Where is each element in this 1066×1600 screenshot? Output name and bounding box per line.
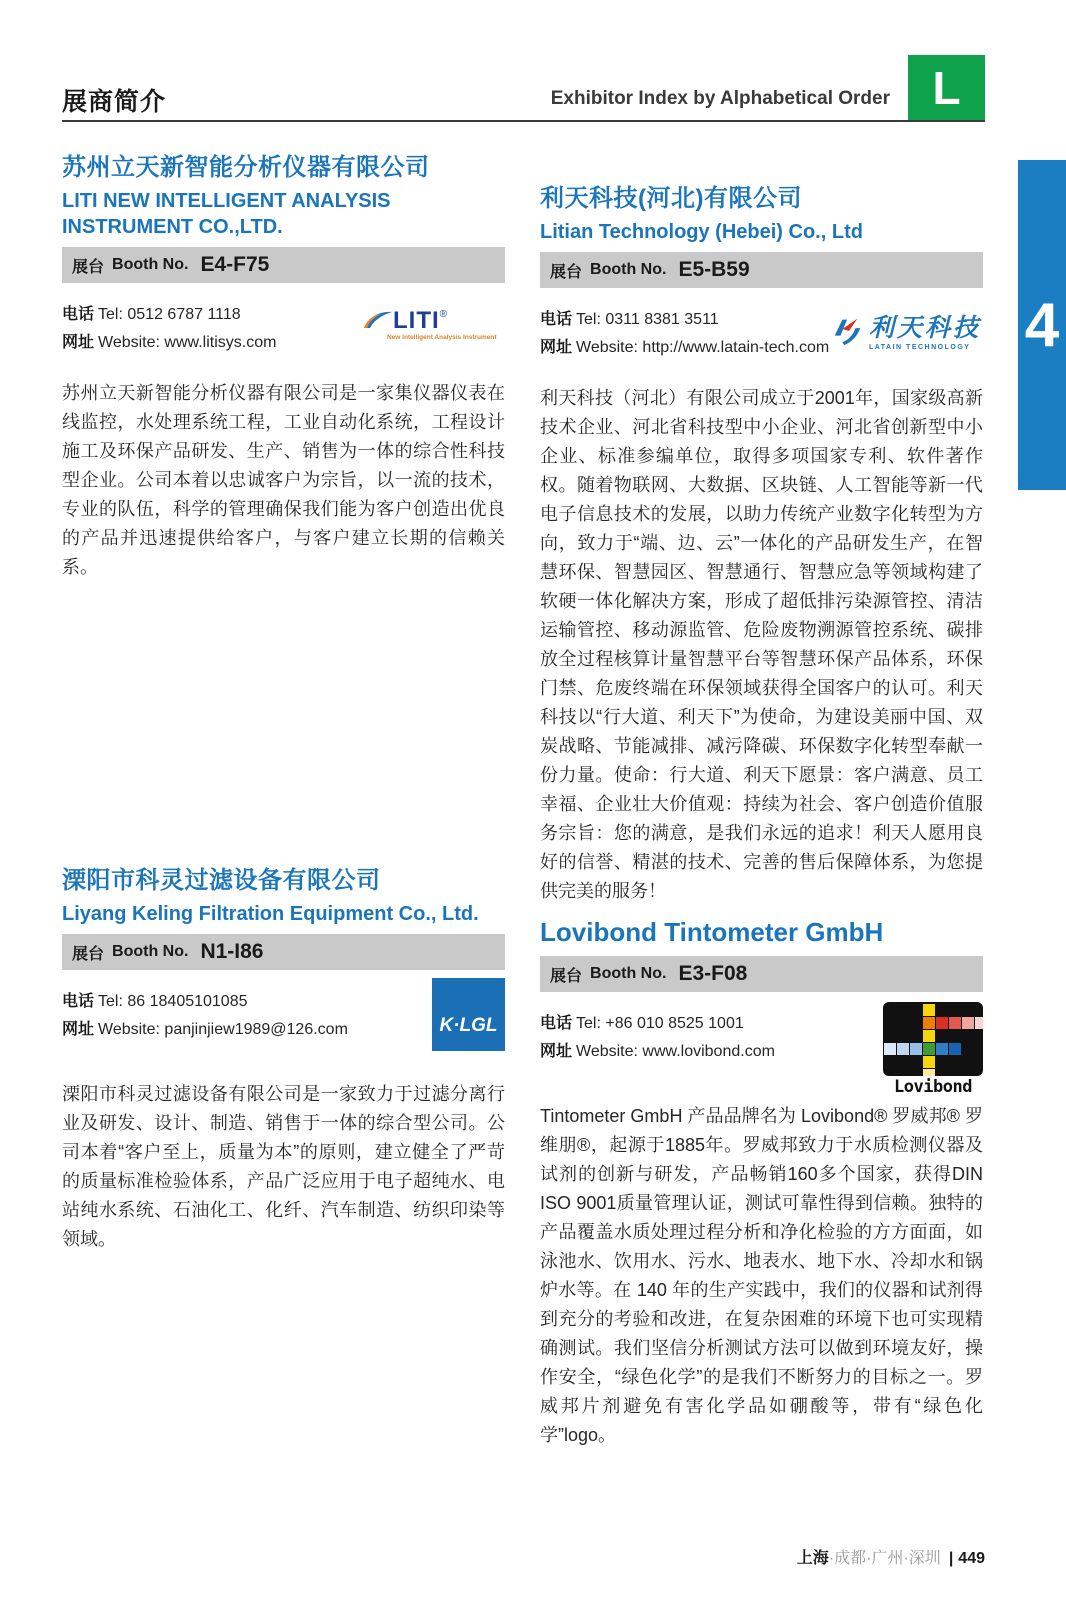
liti-swoosh-icon	[363, 309, 393, 331]
booth-number: E3-F08	[678, 962, 748, 985]
klgl-logo	[432, 978, 505, 1051]
booth-number: E4-F75	[200, 253, 270, 276]
company-name-en: Litian Technology (Hebei) Co., Ltd	[540, 221, 863, 243]
company-description: Tintometer GmbH 产品品牌名为 Lovibond® 罗威邦® 罗维朋®，起源于1885年。罗威邦致力于水质检测仪器及试剂的创新与研发，产品畅销160多个国家，获得DIN ISO 9001质量管理认证，测试可靠性得到信赖。独特的产品覆盖水质处理过程分析和净化检验的方方面面，如泳池水、饮用水、污水、地表水、地下水、冷却水和锅炉水等。在 140 年的生产实践中，我们的仪器和试剂得到充分的考验和改进，在复杂困难的环境下也可实现精确测试。我们坚信分析测试方法可以做到环境友好，操作安全，“绿色化学”的是我们不断努力的目标之一。罗威邦片剂避免有害化学品如硼酸等，带有“绿色化学”logo。	[540, 1106, 983, 1445]
tel-label-zh: 电话	[540, 311, 573, 328]
booth-bar	[540, 252, 983, 288]
contact-block	[62, 988, 505, 1080]
company-name-en: Lovibond Tintometer GmbH	[540, 917, 884, 947]
litian-logo-mark-icon	[831, 314, 865, 346]
web-label-zh: 网址	[62, 334, 95, 351]
company-name-zh: 苏州立天新智能分析仪器有限公司	[62, 154, 430, 181]
klgl-logo-text: K·LGL	[439, 1015, 498, 1036]
page-title-zh: 展商简介	[62, 88, 167, 116]
tel-label-en: Tel:	[98, 306, 123, 323]
index-letter-badge	[908, 55, 985, 120]
tel-label-zh: 电话	[62, 306, 95, 323]
company-description: 利天科技（河北）有限公司成立于2001年，国家级高新技术企业、河北省科技型中小企业、河北省创新型中小企业、标准参编单位，取得多项国家专利、软件著作权。随着物联网、大数据、区块链、人工智能等新一代电子信息技术的发展，以助力传统产业数字化转型为方向，致力于“端、边、云”一体化的产品研发生产，在智慧环保、智慧园区、智慧通行、智慧应急等领域构建了软硬一体化解决方案，形成了超低排污染源管控、清洁运输管控、移动源监管、危险废物溯源管控系统、碳排放全过程核算计量智慧平台等智慧环保产品体系，环保门禁、危废终端在环保领域获得全国客户的认可。利天科技以“行大道、利天下”为使命，为建设美丽中国、双炭战略、节能减排、减污降碳、环保数字化转型奉献一份力量。使命：行大道、利天下愿景：客户满意、员工幸福、企业壮大价值观：持续为社会、客户创造价值服务宗旨：您的满意，是我们永远的追求！利天人愿用良好的信誉、精湛的技术、完善的售后保障体系，为您提供完美的服务！	[540, 388, 983, 901]
booth-number: E5-B59	[678, 258, 750, 281]
website-value: www.lovibond.com	[642, 1043, 775, 1060]
page-footer	[797, 1545, 985, 1568]
booth-label-zh: 展台	[550, 263, 583, 281]
liti-logo-tagline: New Intelligent Analysis Instrument	[387, 334, 497, 341]
litian-logo	[831, 308, 981, 351]
company-name-zh: 溧阳市科灵过滤设备有限公司	[62, 867, 381, 894]
page-title-en: Exhibitor Index by Alphabetical Order	[550, 88, 890, 109]
tel-label-en: Tel:	[576, 1015, 601, 1032]
tel-value: +86 010 8525 1001	[605, 1015, 744, 1032]
contact-block	[540, 1010, 983, 1102]
exhibitor-entry-keling	[62, 865, 505, 1254]
contact-block	[540, 306, 983, 384]
company-description: 溧阳市科灵过滤设备有限公司是一家致力于过滤分离行业及研发、设计、制造、销售于一体的综合型公司。公司本着“客户至上，质量为本”的原则，建立健全了严苛的质量标准检验体系，产品广泛应用于电子超纯水、电站纯水系统、石油化工、化纤、汽车制造、纺织印染等领域。	[62, 1084, 505, 1249]
footer-city-primary: 上海	[796, 1550, 829, 1567]
booth-label-en: Booth No.	[112, 256, 189, 273]
web-label-en: Website:	[98, 334, 160, 351]
web-label-zh: 网址	[62, 1021, 95, 1038]
exhibitor-entry-litian	[540, 183, 983, 906]
exhibitor-entry-lovibond	[540, 915, 983, 1450]
lovibond-logo	[883, 1002, 983, 1097]
header-rule	[62, 120, 985, 122]
booth-label-zh: 展台	[72, 258, 105, 276]
lovibond-logo-text: Lovibond	[894, 1077, 972, 1097]
contact-block	[62, 301, 505, 379]
tel-label-zh: 电话	[62, 993, 95, 1010]
web-label-en: Website:	[98, 1021, 160, 1038]
company-name-en: LITI NEW INTELLIGENT ANALYSIS INSTRUMENT CO.,LTD.	[62, 190, 391, 238]
index-letter: L	[932, 61, 961, 114]
web-label-zh: 网址	[540, 1043, 573, 1060]
booth-bar	[62, 934, 505, 970]
section-side-tab	[1018, 160, 1066, 490]
liti-logo-text: LITI	[393, 307, 440, 334]
tel-value: 0512 6787 1118	[127, 306, 241, 323]
tel-label-zh: 电话	[540, 1015, 573, 1032]
booth-label-zh: 展台	[550, 967, 583, 985]
website-value: http://www.latain-tech.com	[642, 339, 830, 356]
footer-cities: ·成都·广州·深圳	[828, 1550, 941, 1567]
tel-label-en: Tel:	[576, 311, 601, 328]
litian-logo-tagline: LATAIN TECHNOLOGY	[868, 344, 971, 351]
tel-label-en: Tel:	[98, 993, 123, 1010]
booth-number: N1-I86	[200, 940, 264, 963]
registered-mark: ®	[439, 309, 448, 320]
website-value: www.litisys.com	[164, 334, 277, 351]
lovibond-logo-mark-icon	[883, 1002, 983, 1076]
booth-bar	[62, 247, 505, 283]
liti-logo	[363, 309, 505, 341]
company-name-en: Liyang Keling Filtration Equipment Co., Ltd.	[62, 903, 479, 925]
web-label-zh: 网址	[540, 339, 573, 356]
tel-value: 86 18405101085	[127, 993, 248, 1010]
booth-label-en: Booth No.	[590, 261, 667, 278]
exhibitor-entry-liti	[62, 152, 505, 582]
web-label-en: Website:	[576, 339, 638, 356]
tel-value: 0311 8381 3511	[605, 311, 719, 328]
booth-bar	[540, 956, 983, 992]
booth-label-en: Booth No.	[590, 965, 667, 982]
page-number: 449	[958, 1550, 985, 1567]
website-value: panjinjiew1989@126.com	[164, 1021, 348, 1038]
web-label-en: Website:	[576, 1043, 638, 1060]
company-name-zh: 利天科技(河北)有限公司	[540, 185, 802, 212]
litian-logo-text: 利天科技	[868, 314, 981, 342]
section-number: 4	[1024, 290, 1060, 360]
booth-label-en: Booth No.	[112, 943, 189, 960]
booth-label-zh: 展台	[72, 945, 105, 963]
company-description: 苏州立天新智能分析仪器有限公司是一家集仪器仪表在线监控，水处理系统工程，工业自动化系统，工程设计施工及环保产品研发、生产、销售为一体的综合性科技型企业。公司本着以忠诚客户为宗旨，以一流的技术，专业的队伍，科学的管理确保我们能为客户创造出优良的产品并迅速提供给客户，与客户建立长期的信赖关系。	[62, 383, 505, 577]
footer-divider: |	[948, 1550, 954, 1567]
